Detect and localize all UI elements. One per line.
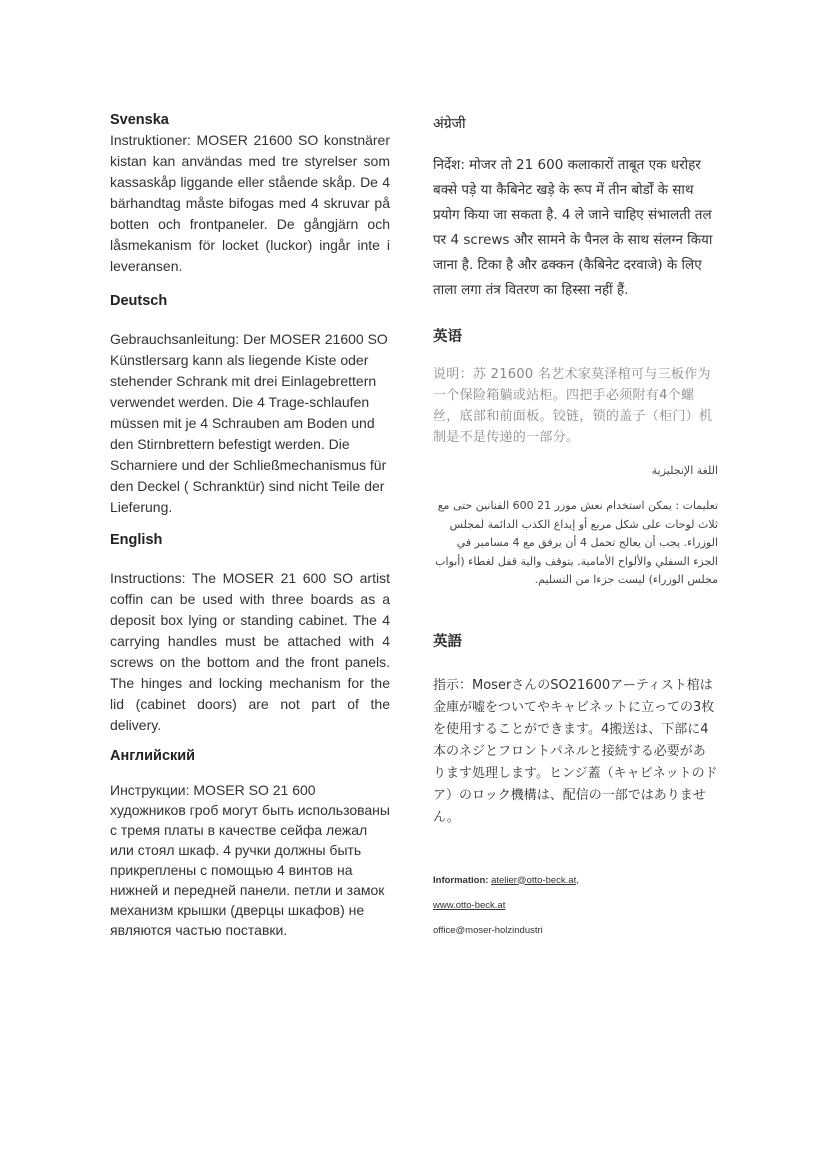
section-heading-japanese: 英語 <box>433 633 462 650</box>
website-link[interactable]: www.otto-beck.at <box>433 899 506 911</box>
section-body-svenska: Instruktioner: MOSER 21600 SO konstnärer kistan kan användas med tre styrelser som kassaskåp liggande eller stående skåp. De 4 bärhandtag måste bifogas med 4 skruvar på botten och frontpaneler. De gångjärn och låsmekanism för locket (luckor) ingår inte i leveransen. <box>110 132 390 274</box>
section-body-arabic: تعليمات : يمكن استخدام نعش موزر 21 600 الفنانين حتى مع ثلاث لوحات على شكل مربع أو إيداع الكذب الدائمة لمجلس الوزراء. يجب أن يعالج تحمل 4 أن يرفق مع 4 مسامير في الجزء السفلي والألواح الأمامية. يتوقف والية قفل لغطاء (أبواب مجلس الوزراء) ليست جزءا من التسليم. <box>435 499 718 586</box>
contact-info <box>433 875 718 936</box>
info-office-row <box>433 925 718 936</box>
office-email: office@moser-holzindustri <box>433 924 543 936</box>
section-body-english: Instructions: The MOSER 21 600 SO artist coffin can be used with three boards as a deposit box lying or standing cabinet. The 4 carrying handles must be attached with 4 screws on the bottom and the front panels. The hinges and locking mechanism for the lid (cabinet doors) are not part of the delivery. <box>110 570 390 733</box>
email-link[interactable]: atelier@otto-beck.at, <box>491 874 579 886</box>
section-body-deutsch: Gebrauchsanleitung: Der MOSER 21600 SO Künstlersarg kann als liegende Kiste oder stehender Schrank mit drei Einlagebrettern verwendet werden. Die 4 Trage-schlaufen müssen mit je 4 Schrauben am Boden und den Stirnbrettern befestigt werden. Die Scharniere und der Schließmechanismus für den Deckel ( Schranktür) sind nicht Teile der Lieferung. <box>110 331 388 515</box>
section-heading-arabic: اللغة الإنجليزية <box>651 464 718 477</box>
section-heading-chinese: 英语 <box>433 329 462 345</box>
section-heading-svenska: Svenska <box>110 112 169 128</box>
info-label: Information: <box>433 874 489 886</box>
section-body-russian: Инструкции: MOSER SO 21 600 художников гроб могут быть использованы с тремя платы в качестве сейфа лежал или стоял шкаф. 4 ручки должны быть прикреплены с помощью 4 винтов на нижней и передней панели. петли и замок механизм крышки (дверцы шкафов) не являются частью поставки. <box>110 782 390 938</box>
left-column <box>110 108 390 940</box>
info-website-row <box>433 900 718 911</box>
info-email-row <box>433 875 718 886</box>
section-body-japanese: 指示：MoserさんのSO21600アーティスト棺は金庫が嘘をついてやキャビネットに立っての3枚を使用することができます。4搬送は、下部に4本のネジとフロントパネルと接続する必要があります処理します。ヒンジ蓋（キャビネットのドア）のロック機構は、配信の一部ではありません。 <box>433 677 718 825</box>
section-body-chinese: 说明：苏 21600 名艺术家莫泽棺可与三板作为一个保险箱躺或站柜。四把手必须附有4个螺丝，底部和前面板。铰链，锁的盖子（柜门）机制是不是传递的一部分。 <box>433 367 713 445</box>
section-heading-russian: Английский <box>110 748 196 764</box>
section-heading-deutsch: Deutsch <box>110 293 168 309</box>
section-heading-english: English <box>110 532 163 548</box>
section-body-hindi: निर्देश: मोजर तो 21 600 कलाकारों ताबूत एक धरोहर बक्से पड़े या कैबिनेट खड़े के रूप में तीन बोर्डों के साथ प्रयोग किया जा सकता है. 4 ले जाने चाहिए संभालती तल पर 4 screws और सामने के पैनल के साथ संलग्न किया जाना है. टिका है और ढक्कन (कैबिनेट दरवाजे) के लिए ताला लगा तंत्र वितरण का हिस्सा नहीं हैं. <box>433 157 713 298</box>
right-column <box>433 108 718 950</box>
section-heading-hindi: अंग्रेजी <box>433 116 466 132</box>
